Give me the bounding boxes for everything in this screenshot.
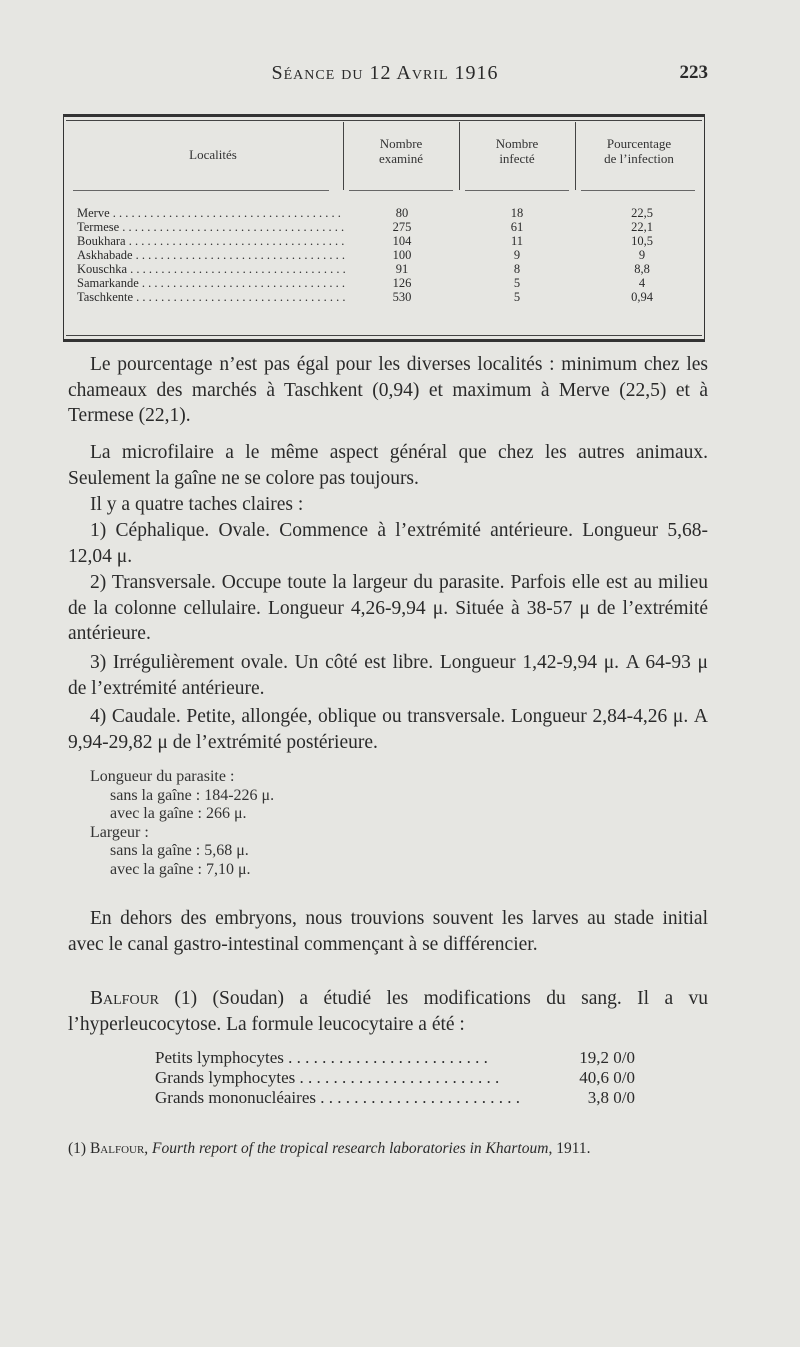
cell-examined: 80 — [395, 206, 409, 220]
footnote-title: Fourth report of the tropical research laboratories in Khartoum — [152, 1140, 549, 1157]
length-title: Longueur du parasite : — [90, 768, 235, 785]
cell-percent: 10,5 — [631, 234, 653, 248]
header-rule — [349, 190, 453, 191]
cell-locality: Askhabade . . . — [77, 248, 345, 262]
cell-infected: 61 — [510, 220, 524, 234]
leucocyte-label: Grands lymphocytes . . . — [155, 1068, 525, 1088]
table-divider — [343, 122, 344, 190]
header-examined-line2: examiné — [378, 151, 424, 166]
length-sheath: avec la gaîne : 266 μ. — [110, 805, 247, 822]
paragraph-spot-2: 2) Transversale. Occupe toute la largeur du parasite. Parfois elle est au milieu de la colonne cellulaire. Longueur 4,26-9,94 μ. Située à 38-57 μ de l’extrémité antérieure. — [68, 572, 708, 644]
header-percentage-line2: de l’infection — [604, 151, 674, 166]
balfour-text: (1) (Soudan) a étudié les modifications du sang. Il a vu l’hyperleucocytose. La formule leucocytaire a été : — [68, 988, 708, 1035]
cell-infected: 11 — [510, 234, 524, 248]
cell-percent: 22,1 — [631, 220, 653, 234]
cell-infected: 9 — [513, 248, 521, 262]
cell-percent: 8,8 — [634, 262, 650, 276]
cell-infected: 18 — [510, 206, 524, 220]
paragraph-spot-3: 3) Irrégulièrement ovale. Un côté est libre. Longueur 1,42-9,94 μ. A 64-93 μ de l’extrémité antérieure. — [68, 652, 708, 699]
cell-locality: Samarkande . . . — [77, 276, 345, 290]
table-row — [77, 262, 697, 276]
cell-infected: 5 — [513, 276, 521, 290]
cell-examined: 126 — [392, 276, 412, 290]
paragraph-spot-1: 1) Céphalique. Ovale. Commence à l’extrémité antérieure. Longueur 5,68-12,04 μ. — [68, 520, 708, 567]
header-examined-line1: Nombre — [379, 136, 423, 151]
table-body — [77, 206, 697, 304]
width-title: Largeur : — [90, 823, 149, 841]
author-name: Balfour — [90, 988, 160, 1009]
running-head — [0, 62, 800, 92]
paragraph-embryos: En dehors des embryons, nous trouvions souvent les larves au stade initial avec le canal gastro-intestinal commençant à se différencier. — [68, 908, 708, 955]
cell-locality: Termese . . . — [77, 220, 345, 234]
leucocyte-value: 40,6 0/0 — [579, 1068, 635, 1087]
paragraph-balfour — [68, 986, 708, 1037]
cell-locality: Boukhara . . . — [77, 234, 345, 248]
table-row — [77, 276, 697, 290]
header-percentage-line1: Pourcentage — [606, 136, 672, 151]
leucocyte-value: 3,8 0/0 — [587, 1088, 635, 1107]
table-row — [77, 220, 697, 234]
page-number: 223 — [679, 62, 708, 83]
width-no-sheath: sans la gaîne : 5,68 μ. — [110, 842, 249, 859]
paragraph-spot-4: 4) Caudale. Petite, allongée, oblique ou transversale. Longueur 2,84-4,26 μ. A 9,94-29,82 μ de l’extrémité postérieure. — [68, 706, 708, 753]
cell-locality: Taschkente . . . — [77, 290, 345, 304]
length-no-sheath: sans la gaîne : 184-226 μ. — [110, 786, 275, 804]
table-row — [77, 206, 697, 220]
leucocyte-label: Petits lymphocytes . . . — [155, 1048, 525, 1068]
table-divider — [575, 122, 576, 190]
list-item — [155, 1088, 655, 1108]
parasite-measurements — [90, 768, 490, 879]
header-rule — [465, 190, 569, 191]
paragraph-spots-intro: Il y a quatre taches claires : — [90, 494, 304, 515]
footnote-year: , 1911. — [548, 1140, 591, 1157]
cell-locality: Merve . . . — [77, 206, 345, 220]
cell-percent: 9 — [638, 248, 646, 262]
cell-percent: 4 — [638, 276, 646, 290]
cell-examined: 91 — [395, 262, 409, 276]
cell-percent: 22,5 — [631, 206, 653, 220]
cell-examined: 275 — [392, 220, 412, 234]
leucocyte-formula — [155, 1048, 655, 1108]
cell-examined: 104 — [392, 234, 412, 248]
table-divider — [459, 122, 460, 190]
footnote-author: Balfour — [89, 1140, 145, 1157]
paragraph-percentage: Le pourcentage n’est pas égal pour les diverses localités : minimum chez les chameaux des marchés à Taschkent (0,94) et maximum à Merve (22,5) et à Termese (22,1). — [68, 354, 708, 426]
infection-table — [63, 114, 707, 342]
list-item — [155, 1048, 655, 1068]
paragraph-aspect: La microfilaire a le même aspect général que chez les autres animaux. Seulement la gaîne ne se colore pas toujours. — [68, 442, 708, 489]
table-row — [77, 248, 697, 262]
width-sheath: avec la gaîne : 7,10 μ. — [110, 860, 251, 878]
header-infected-line2: infecté — [499, 151, 535, 166]
cell-locality: Kouschka . . . — [77, 262, 345, 276]
footnote: (1) Balfour, Fourth report of the tropical research laboratories in Khartoum, 1911. — [68, 1140, 591, 1157]
table-row — [77, 234, 697, 248]
header-rule — [73, 190, 329, 191]
table-row — [77, 290, 697, 304]
cell-infected: 8 — [513, 262, 521, 276]
header-rule — [581, 190, 695, 191]
list-item — [155, 1068, 655, 1088]
running-title: Séance du 12 Avril 1916 — [271, 62, 499, 84]
header-infected-line1: Nombre — [495, 136, 539, 151]
header-infected — [461, 136, 573, 166]
header-localities: Localités — [189, 147, 237, 162]
cell-examined: 530 — [392, 290, 412, 304]
leucocyte-label: Grands mononucléaires . . . — [155, 1088, 525, 1108]
cell-infected: 5 — [513, 290, 521, 304]
leucocyte-value: 19,2 0/0 — [579, 1048, 635, 1067]
cell-examined: 100 — [392, 248, 412, 262]
footnote-marker: (1) — [68, 1140, 90, 1157]
cell-percent: 0,94 — [631, 290, 653, 304]
header-percentage — [577, 136, 701, 166]
header-examined — [345, 136, 457, 166]
